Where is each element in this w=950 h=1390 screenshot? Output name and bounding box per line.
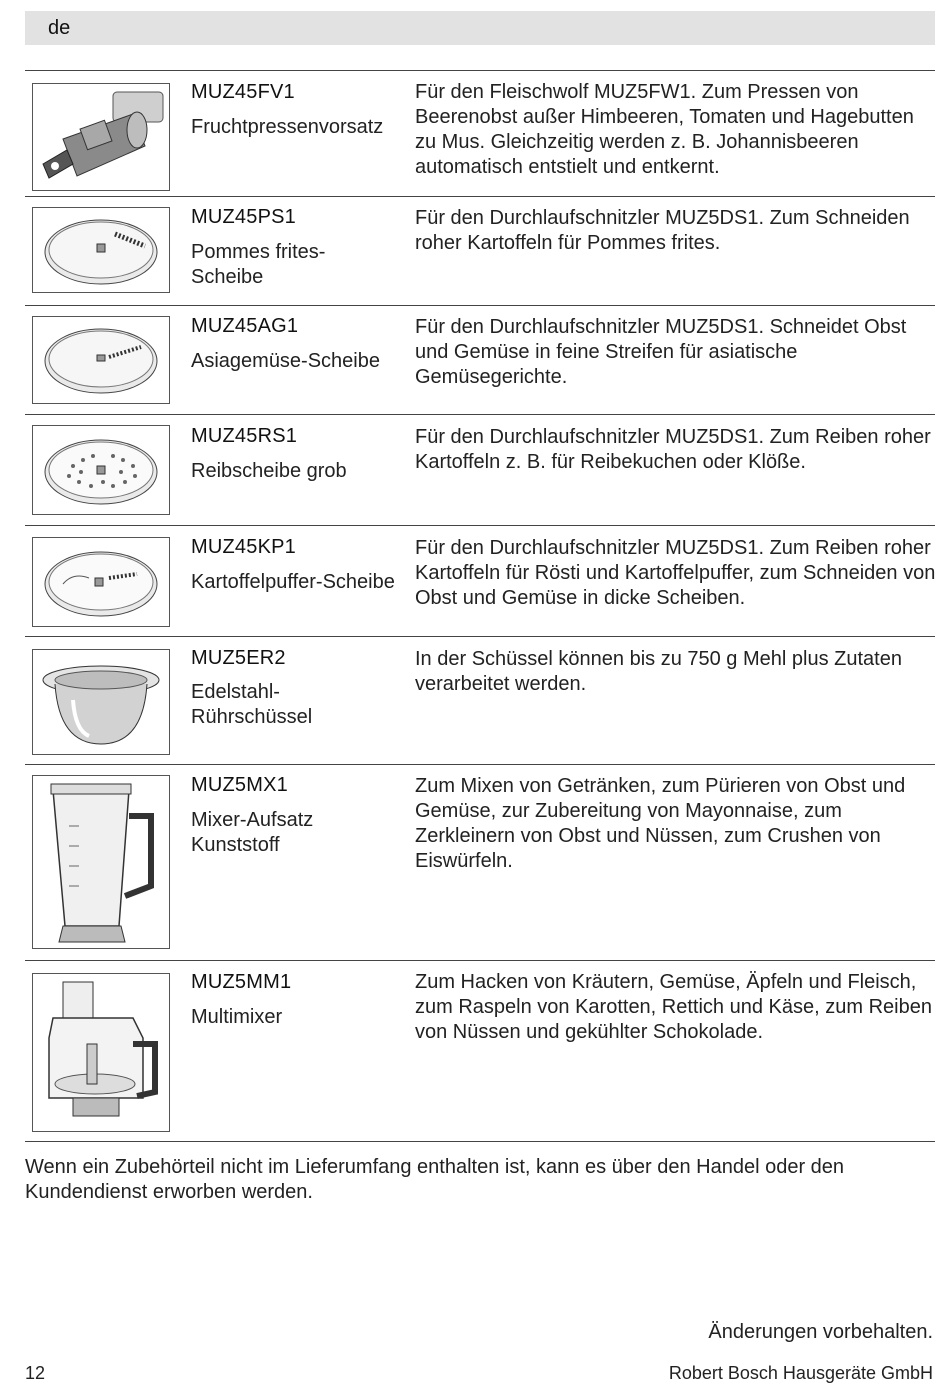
multimixer-icon — [32, 973, 170, 1132]
product-description: Für den Durchlaufschnitzler MUZ5DS1. Zum Reiben roher Kartoffeln für Rösti und Kartoffelpuffer, zum Schneiden von Obst und Gemüse in dicke Scheiben. — [415, 537, 936, 609]
product-code: MUZ5MM1 — [191, 971, 292, 993]
potato-pancake-disc-icon — [32, 537, 170, 627]
language-header-bar — [25, 11, 935, 45]
asian-vegetable-disc-icon — [32, 316, 170, 404]
french-fries-disc-icon — [32, 207, 170, 293]
page-number: 12 — [25, 1363, 46, 1383]
product-name: Pommes frites-Scheibe — [191, 241, 326, 288]
product-code: MUZ5ER2 — [191, 647, 286, 669]
fruit-press-attachment-icon — [32, 83, 170, 191]
product-name: Multimixer — [191, 1006, 283, 1028]
product-name: Edelstahl-Rührschüssel — [191, 681, 313, 728]
product-code: MUZ45KP1 — [191, 536, 296, 558]
product-description: Für den Durchlaufschnitzler MUZ5DS1. Schneidet Obst und Gemüse in feine Streifen für asiatische Gemüsegerichte. — [415, 316, 907, 388]
product-description: Für den Durchlaufschnitzler MUZ5DS1. Zum Reiben roher Kartoffeln z. B. für Reibekuchen oder Klöße. — [415, 426, 931, 473]
product-description: Für den Durchlaufschnitzler MUZ5DS1. Zum Schneiden roher Kartoffeln für Pommes frites. — [415, 207, 910, 254]
language-code: de — [48, 17, 71, 39]
product-name: Asiagemüse-Scheibe — [191, 350, 380, 372]
product-code: MUZ5MX1 — [191, 774, 288, 796]
accessory-row-muz45fv1 — [25, 70, 935, 197]
availability-note: Wenn ein Zubehörteil nicht im Lieferumfang enthalten ist, kann es über den Handel oder den Kundendienst erworben werden. — [25, 1156, 845, 1203]
product-code: MUZ45PS1 — [191, 206, 296, 228]
product-name: Mixer-Aufsatz Kunststoff — [191, 809, 314, 856]
coarse-grating-disc-icon — [32, 425, 170, 515]
accessory-row-muz45ps1 — [25, 196, 935, 306]
accessory-row-muz5mm1 — [25, 960, 935, 1142]
product-description: In der Schüssel können bis zu 750 g Mehl plus Zutaten verarbeitet werden. — [415, 648, 902, 695]
accessory-row-muz45kp1 — [25, 525, 935, 637]
table-bottom-divider — [25, 1141, 935, 1142]
accessory-row-muz45ag1 — [25, 305, 935, 415]
accessory-row-muz5mx1 — [25, 764, 935, 961]
company-name: Robert Bosch Hausgeräte GmbH — [668, 1363, 933, 1383]
product-description: Zum Mixen von Getränken, zum Pürieren von Obst und Gemüse, zur Zubereitung von Mayonnaise, zum Zerkleinern von Obst und Nüssen, zum Crushen von Eiswürfeln. — [415, 775, 906, 872]
product-description: Zum Hacken von Kräutern, Gemüse, Äpfeln und Fleisch, zum Raspeln von Karotten, Rettich und Käse, zum Reiben von Nüssen und gekühlter Schokolade. — [415, 971, 932, 1043]
stainless-steel-bowl-icon — [32, 649, 170, 755]
product-name: Kartoffelpuffer-Scheibe — [191, 571, 395, 593]
product-code: MUZ45FV1 — [191, 81, 295, 103]
product-code: MUZ45AG1 — [191, 315, 299, 337]
product-name: Reibscheibe grob — [191, 460, 347, 482]
product-name: Fruchtpressenvorsatz — [191, 116, 384, 138]
blender-attachment-icon — [32, 775, 170, 949]
accessory-row-muz45rs1 — [25, 414, 935, 526]
changes-reserved-note: Änderungen vorbehalten. — [708, 1321, 933, 1343]
accessory-row-muz5er2 — [25, 636, 935, 765]
product-description: Für den Fleischwolf MUZ5FW1. Zum Pressen von Beerenobst außer Himbeeren, Tomaten und Hagebutten zu Mus. Gleichzeitig werden z. B. Johannisbeeren automatisch entstielt und entkernt. — [415, 81, 914, 178]
product-code: MUZ45RS1 — [191, 425, 298, 447]
